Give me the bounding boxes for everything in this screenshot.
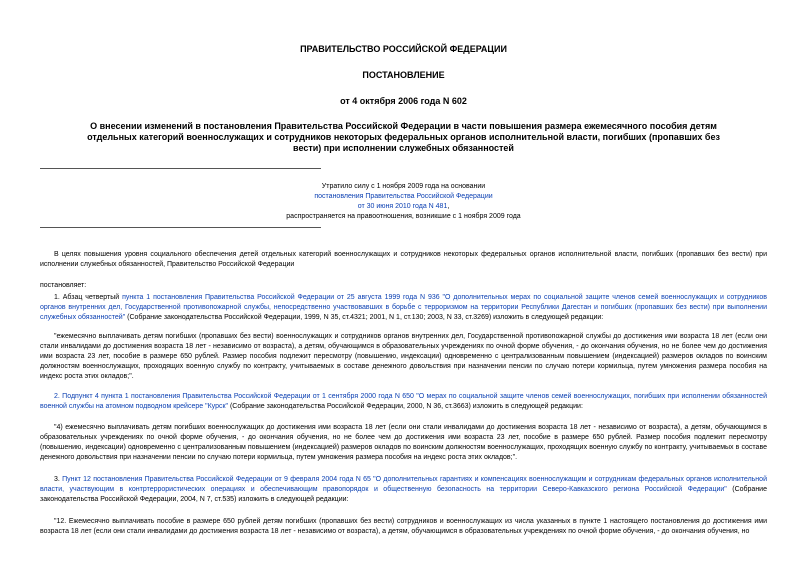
status-note (120, 182, 687, 222)
doc-type-heading: ПОСТАНОВЛЕНИЕ (362, 70, 445, 80)
divider-bottom (40, 227, 321, 228)
status-link-decree[interactable]: постановления Правительства Российской Федерации (314, 193, 493, 200)
item-2-link[interactable]: 2. Подпункт 4 пункта 1 постановления Правительства Российской Федерации от 1 сентября 2000 года N 650 "О мерах по социальной защите членов семей военнослужащих, погибших при исполнении обязанностей военной службы на атомном подводном крейсере "Курск" (40, 393, 767, 410)
item-3-link[interactable]: Пункт 12 постановления Правительства Российской Федерации от 9 февраля 2004 года N 65 "О дополнительных гарантиях и компенсациях военнослужащим и сотрудникам федеральных органов исполнительной власти, участвующим в контртеррористических операциях и обеспечивающим правопорядок и общественную безопасность на территории Северо-Кавказского региона Российской Федерации" (40, 476, 767, 493)
divider-top (40, 168, 321, 169)
item-1-suffix: (Собрание законодательства Российской Федерации, 1999, N 35, ст.4321; 2001, N 1, ст.130; 2003, N 33, ст.3269) изложить в следующей редакции: (125, 314, 604, 321)
government-heading: ПРАВИТЕЛЬСТВО РОССИЙСКОЙ ФЕДЕРАЦИИ (300, 44, 507, 54)
intro-paragraph: В целях повышения уровня социального обеспечения детей отдельных категорий военнослужащих и сотрудников некоторых федеральных органов исполнительной власти, погибших (пропавших без вести) при исполнении служебных обязанностей, Правительство Российской Федерации (40, 251, 767, 268)
decree-word: постановляет: (40, 282, 87, 289)
item-3-suffix: (Собрание законодательства Российской Федерации, 2004, N 7, ст.535) изложить в следующей редакции: (40, 486, 767, 503)
document-title: О внесении изменений в постановления Правительства Российской Федерации в части повышения размера ежемесячного пособия детям отдельных категорий военнослужащих и сотрудников некоторых федеральных органов исполнительной власти, погибших (пропавших без вести) при исполнении служебных обязанностей (87, 121, 720, 153)
status-link-suffix: , (447, 203, 450, 210)
quote-2: "4) ежемесячно выплачивать детям погибших военнослужащих до достижения ими возраста 18 лет (если они стали инвалидами до достижения возраста 18 лет - независимо от возраста), а детям, обучающимся в образовательных учреждениях по очной форме обучения, - до окончания обучения, но не более чем до достижения ими возраста 23 лет, пособие в размере 650 рублей. Размер пособия подлежит пересмотру (повышению, индексации) одновременно с централизованным повышением (индексацией) размеров окладов по воинским должностям военнослужащих, проходящих военную службу по контракту, учитываемых в составе денежного довольствия при назначении пенсии по случаю потери кормильца, путем умножения размера пособия на индекс роста этих окладов;". (40, 424, 767, 461)
date-number-heading: от 4 октября 2006 года N 602 (340, 96, 467, 106)
quote-3: "12. Ежемесячно выплачивать пособие в размере 650 рублей детям погибших (пропавших без вести) сотрудников и военнослужащих из числа указанных в пункте 1 настоящего постановления до достижения ими возраста 18 лет (если они стали инвалидами до достижения возраста 18 лет - независимо от возраста), а детям, обучающимся в образовательных учреждениях по очной форме обучения, - до окончания обучения, но (40, 518, 767, 535)
item-1-link[interactable]: пункта 1 постановления Правительства Российской Федерации от 25 августа 1999 года N 936 "О дополнительных мерах по социальной защите членов семей военнослужащих и сотрудников органов внутренних дел, Государственной противопожарной службы, непосредственно участвовавших в борьбе с терроризмом на территории Республики Дагестан и погибших (пропавших без вести) при выполнении служебных обязанностей" (40, 294, 767, 321)
item-3 (40, 475, 767, 505)
item-1 (40, 293, 767, 323)
item-2-suffix: (Собрание законодательства Российской Федерации, 2000, N 36, ст.3663) изложить в следующей редакции: (228, 403, 583, 410)
status-line-3: распространяется на правоотношения, возникшие с 1 ноября 2009 года (286, 213, 521, 220)
status-link-date[interactable]: от 30 июня 2010 года N 481 (357, 203, 448, 210)
item-3-prefix: 3. (54, 476, 63, 483)
status-line-1: Утратило силу с 1 ноября 2009 года на основании (321, 183, 486, 190)
quote-1: "ежемесячно выплачивать детям погибших (пропавших без вести) военнослужащих и сотрудников органов внутренних дел, Государственной противопожарной службы до достижения ими возраста 18 лет (если они стали инвалидами до достижения возраста 18 лет - независимо от возраста), а детям, обучающимся в образовательных учреждениях по очной форме обучения, - до окончания обучения, но не более чем до достижения ими возраста 23 лет, пособие в размере 650 рублей. Размер пособия подлежит пересмотру (повышению, индексации) одновременно с централизованным повышением (индексацией) размеров окладов по воинским должностям военнослужащих, проходящих военную службу по контракту, учитываемых в составе денежного довольствия при назначении пенсии по случаю потери кормильца, путем умножения размера пособия на индекс роста этих окладов;". (40, 333, 767, 380)
item-2 (40, 392, 767, 412)
item-1-prefix: 1. Абзац четвертый (54, 294, 123, 301)
